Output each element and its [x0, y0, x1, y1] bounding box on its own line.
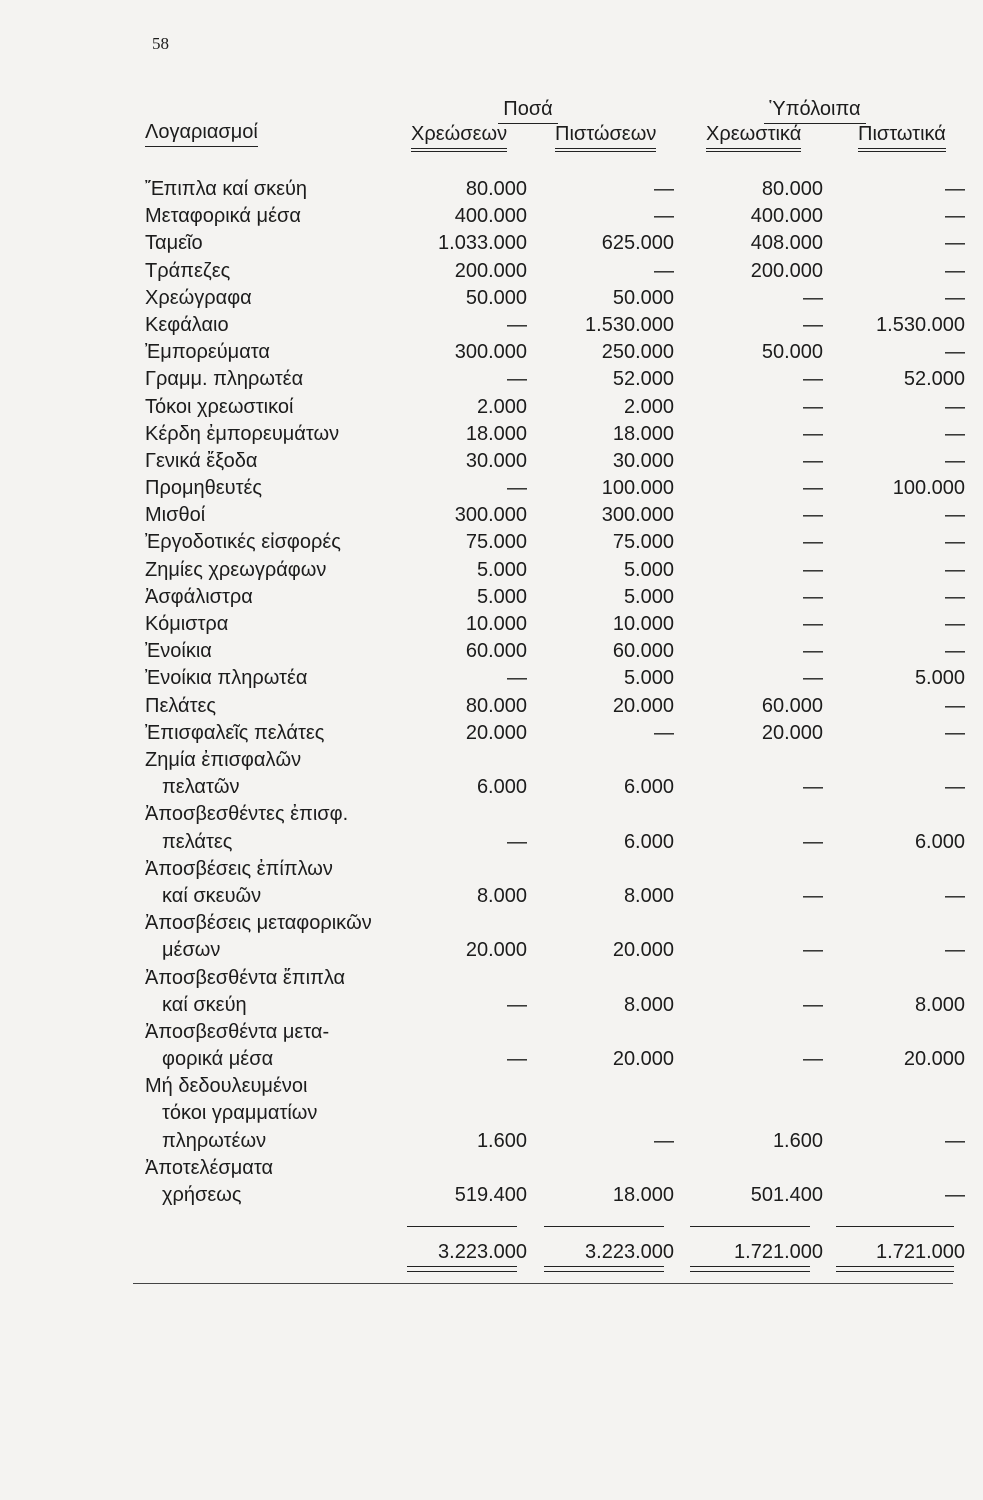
- total-credit: 3.223.000: [585, 1241, 674, 1263]
- debit-amount: 5.000: [476, 558, 527, 581]
- debit-amount: 60.000: [465, 640, 527, 663]
- credit-amount: 2.000: [623, 395, 674, 418]
- account-name: Ζημία ἐπισφαλῶν: [145, 748, 302, 771]
- debit-amount: 400.000: [454, 205, 527, 228]
- credit-balance: —: [945, 640, 965, 663]
- debit-balance: —: [803, 640, 823, 663]
- debit-balance: 20.000: [761, 721, 823, 744]
- credit-balance: —: [945, 613, 965, 635]
- header-credits: Πιστώσεων: [555, 123, 656, 152]
- account-name: πελάτες: [162, 830, 233, 853]
- credit-amount: 625.000: [601, 232, 674, 255]
- debit-amount: 8.000: [476, 884, 527, 907]
- credit-amount: —: [654, 205, 674, 228]
- header-credit-balances: Πιστωτικά: [858, 123, 946, 152]
- debit-balance: 60.000: [761, 694, 823, 717]
- double-rule-credit-balances: [836, 1266, 954, 1272]
- credit-amount: 8.000: [623, 993, 674, 1016]
- trial-balance-table: [0, 176, 983, 1209]
- credit-amount: 52.000: [612, 368, 674, 391]
- account-name: Ἀποσβεσθέντα μετα-: [145, 1020, 330, 1043]
- credit-balance: 20.000: [903, 1048, 965, 1071]
- credit-balance: —: [945, 341, 965, 364]
- account-name: Γενικά ἔξοδα: [145, 449, 258, 472]
- account-name: καί σκεύη: [162, 993, 247, 1016]
- debit-amount: 300.000: [454, 504, 527, 527]
- debit-amount: 75.000: [465, 531, 527, 554]
- credit-amount: 50.000: [612, 286, 674, 309]
- account-name: Ζημίες χρεωγράφων: [145, 558, 327, 581]
- credit-balance: —: [945, 939, 965, 962]
- debit-balance: 1.600: [772, 1129, 823, 1152]
- debit-balance: —: [803, 558, 823, 581]
- table-row: [0, 475, 983, 502]
- debit-amount: —: [507, 368, 527, 391]
- credit-balance: —: [945, 232, 965, 255]
- header-balances-group: Ὑπόλοιπα: [764, 98, 866, 124]
- credit-balance: —: [945, 558, 965, 581]
- credit-balance: —: [945, 205, 965, 228]
- table-row: [0, 366, 983, 393]
- credit-amount: 30.000: [612, 449, 674, 472]
- account-name: Ἐργοδοτικές εἰσφορές: [145, 531, 341, 554]
- credit-amount: 8.000: [623, 884, 674, 907]
- table-row: [0, 448, 983, 475]
- table-row: [0, 312, 983, 339]
- debit-balance: 50.000: [761, 341, 823, 364]
- debit-amount: 20.000: [465, 721, 527, 744]
- double-rule-debit-balances: [690, 1266, 810, 1272]
- debit-amount: 20.000: [465, 939, 527, 962]
- sum-rule-credit-balances: [836, 1226, 954, 1227]
- table-row: [0, 747, 983, 801]
- header-accounts: Λογαριασμοί: [145, 121, 258, 147]
- account-name: Μή δεδουλευμένοι: [145, 1075, 308, 1098]
- credit-amount: 5.000: [623, 558, 674, 581]
- table-row: [0, 720, 983, 747]
- table-bottom-rule: [133, 1283, 953, 1284]
- debit-balance: 200.000: [750, 259, 823, 282]
- credit-balance: —: [945, 1184, 965, 1207]
- credit-balance: —: [945, 884, 965, 907]
- credit-amount: 10.000: [612, 613, 674, 635]
- debit-amount: —: [507, 993, 527, 1016]
- double-rule-credits: [544, 1266, 664, 1272]
- credit-balance: —: [945, 286, 965, 309]
- account-name: Πελάτες: [145, 694, 217, 717]
- account-name: Ἐπισφαλεῖς πελάτες: [145, 721, 325, 744]
- table-row: [0, 529, 983, 556]
- credit-amount: 250.000: [601, 341, 674, 364]
- table-row: [0, 230, 983, 257]
- debit-balance: —: [803, 939, 823, 962]
- account-name: πληρωτέων: [162, 1129, 267, 1152]
- credit-amount: —: [654, 259, 674, 282]
- table-row: [0, 1073, 983, 1155]
- header-debits: Χρεώσεων: [411, 123, 507, 152]
- debit-balance: 80.000: [761, 178, 823, 200]
- credit-balance: —: [945, 178, 965, 200]
- table-row: [0, 502, 983, 529]
- table-row: [0, 910, 983, 964]
- debit-amount: 30.000: [465, 449, 527, 472]
- debit-amount: 10.000: [465, 613, 527, 635]
- credit-amount: 5.000: [623, 585, 674, 608]
- debit-balance: —: [803, 449, 823, 472]
- debit-amount: 300.000: [454, 341, 527, 364]
- total-debit: 3.223.000: [438, 1241, 527, 1263]
- credit-balance: —: [945, 259, 965, 282]
- table-row: [0, 965, 983, 1019]
- credit-balance: 6.000: [914, 830, 965, 853]
- debit-balance: 408.000: [750, 232, 823, 255]
- credit-balance: —: [945, 395, 965, 418]
- debit-balance: —: [803, 286, 823, 309]
- credit-balance: 100.000: [892, 477, 965, 500]
- header-amounts-group: Ποσά: [498, 98, 558, 124]
- table-row: [0, 638, 983, 665]
- table-row: [0, 557, 983, 584]
- account-name: μέσων: [162, 939, 221, 962]
- account-name: Ταμεῖο: [145, 232, 203, 255]
- account-name: Κεφάλαιο: [145, 313, 229, 336]
- debit-balance: —: [803, 395, 823, 418]
- credit-balance: 8.000: [914, 993, 965, 1016]
- debit-balance: —: [803, 531, 823, 554]
- account-name: Ἐνοίκια πληρωτέα: [145, 667, 308, 690]
- debit-balance: —: [803, 613, 823, 635]
- account-name: Ἀποσβέσεις μεταφορικῶν: [145, 912, 372, 935]
- debit-balance: —: [803, 422, 823, 445]
- table-row: [0, 584, 983, 611]
- credit-balance: —: [945, 449, 965, 472]
- table-row: [0, 801, 983, 855]
- debit-amount: —: [507, 667, 527, 690]
- credit-amount: 60.000: [612, 640, 674, 663]
- debit-amount: 50.000: [465, 286, 527, 309]
- totals-row: [0, 1237, 983, 1267]
- debit-balance: —: [803, 477, 823, 500]
- debit-balance: 400.000: [750, 205, 823, 228]
- account-name: Ἐνοίκια: [145, 640, 212, 663]
- credit-balance: —: [945, 1129, 965, 1152]
- debit-amount: 519.400: [454, 1184, 527, 1207]
- credit-amount: 20.000: [612, 939, 674, 962]
- debit-balance: —: [803, 313, 823, 336]
- credit-balance: —: [945, 531, 965, 554]
- account-name: Κόμιστρα: [145, 613, 229, 635]
- total-credit-balance: 1.721.000: [876, 1241, 965, 1263]
- credit-amount: 1.530.000: [585, 313, 674, 336]
- account-name: Τράπεζες: [145, 259, 231, 282]
- credit-amount: 300.000: [601, 504, 674, 527]
- credit-amount: 100.000: [601, 477, 674, 500]
- credit-balance: —: [945, 504, 965, 527]
- account-name: Χρεώγραφα: [145, 286, 252, 309]
- account-name: Μεταφορικά μέσα: [145, 205, 301, 228]
- debit-amount: 1.033.000: [438, 232, 527, 255]
- debit-amount: 1.600: [476, 1129, 527, 1152]
- credit-amount: 6.000: [623, 776, 674, 799]
- debit-amount: —: [507, 313, 527, 336]
- table-row: [0, 1019, 983, 1073]
- double-rule-debits: [407, 1266, 517, 1272]
- account-name: τόκοι γραμματίων: [162, 1102, 318, 1125]
- credit-amount: 20.000: [612, 1048, 674, 1071]
- account-name: φορικά μέσα: [162, 1048, 274, 1071]
- debit-balance: —: [803, 368, 823, 391]
- debit-balance: —: [803, 667, 823, 690]
- debit-balance: —: [803, 993, 823, 1016]
- credit-amount: —: [654, 178, 674, 200]
- credit-balance: —: [945, 585, 965, 608]
- credit-balance: —: [945, 422, 965, 445]
- account-name: Τόκοι χρεωστικοί: [145, 395, 294, 418]
- debit-balance: —: [803, 884, 823, 907]
- debit-balance: —: [803, 585, 823, 608]
- account-name: Ἔπιπλα καί σκεύη: [145, 178, 308, 200]
- account-name: Ἐμπορεύματα: [145, 341, 270, 364]
- account-name: Ἀποσβέσεις ἐπίπλων: [145, 857, 333, 880]
- credit-balance: —: [945, 776, 965, 799]
- account-name: πελατῶν: [162, 776, 240, 799]
- credit-balance: —: [945, 694, 965, 717]
- account-name: Γραμμ. πληρωτέα: [145, 368, 304, 391]
- account-name: Κέρδη ἐμπορευμάτων: [145, 422, 340, 445]
- credit-amount: —: [654, 721, 674, 744]
- debit-balance: —: [803, 504, 823, 527]
- debit-amount: 80.000: [465, 178, 527, 200]
- table-row: [0, 285, 983, 312]
- credit-amount: 5.000: [623, 667, 674, 690]
- credit-balance: 5.000: [914, 667, 965, 690]
- account-name: καί σκευῶν: [162, 884, 262, 907]
- debit-amount: 200.000: [454, 259, 527, 282]
- debit-amount: 6.000: [476, 776, 527, 799]
- table-row: [0, 856, 983, 910]
- table-row: [0, 693, 983, 720]
- table-row: [0, 665, 983, 692]
- sum-rule-debits: [407, 1226, 517, 1227]
- debit-amount: 2.000: [476, 395, 527, 418]
- credit-balance: 52.000: [903, 368, 965, 391]
- page-number: 58: [152, 34, 169, 53]
- table-row: [0, 176, 983, 203]
- account-name: Ἀσφάλιστρα: [145, 585, 253, 608]
- account-name: Ἀποσβεσθέντες ἐπισφ.: [145, 803, 349, 826]
- sum-rule-debit-balances: [690, 1226, 810, 1227]
- credit-balance: 1.530.000: [876, 313, 965, 336]
- credit-amount: 18.000: [612, 1184, 674, 1207]
- credit-amount: 20.000: [612, 694, 674, 717]
- debit-balance: —: [803, 830, 823, 853]
- credit-amount: 18.000: [612, 422, 674, 445]
- debit-amount: —: [507, 477, 527, 500]
- credit-balance: —: [945, 721, 965, 744]
- table-row: [0, 339, 983, 366]
- table-row: [0, 1155, 983, 1209]
- table-row: [0, 394, 983, 421]
- total-debit-balance: 1.721.000: [734, 1241, 823, 1263]
- account-name: Προμηθευτές: [145, 477, 263, 500]
- table-row: [0, 421, 983, 448]
- debit-amount: 5.000: [476, 585, 527, 608]
- sum-rule-credits: [544, 1226, 664, 1227]
- table-row: [0, 258, 983, 285]
- credit-amount: 75.000: [612, 531, 674, 554]
- table-row: [0, 611, 983, 638]
- debit-balance: —: [803, 1048, 823, 1071]
- credit-amount: —: [654, 1129, 674, 1152]
- account-name: χρήσεως: [162, 1184, 242, 1207]
- credit-amount: 6.000: [623, 830, 674, 853]
- debit-balance: 501.400: [750, 1184, 823, 1207]
- debit-amount: —: [507, 830, 527, 853]
- debit-amount: —: [507, 1048, 527, 1071]
- header-debit-balances: Χρεωστικά: [706, 123, 801, 152]
- account-name: Ἀποσβεσθέντα ἔπιπλα: [145, 966, 346, 989]
- debit-balance: —: [803, 776, 823, 799]
- debit-amount: 18.000: [465, 422, 527, 445]
- table-row: [0, 203, 983, 230]
- account-name: Μισθοί: [145, 504, 206, 527]
- account-name: Ἀποτελέσματα: [145, 1156, 274, 1179]
- debit-amount: 80.000: [465, 694, 527, 717]
